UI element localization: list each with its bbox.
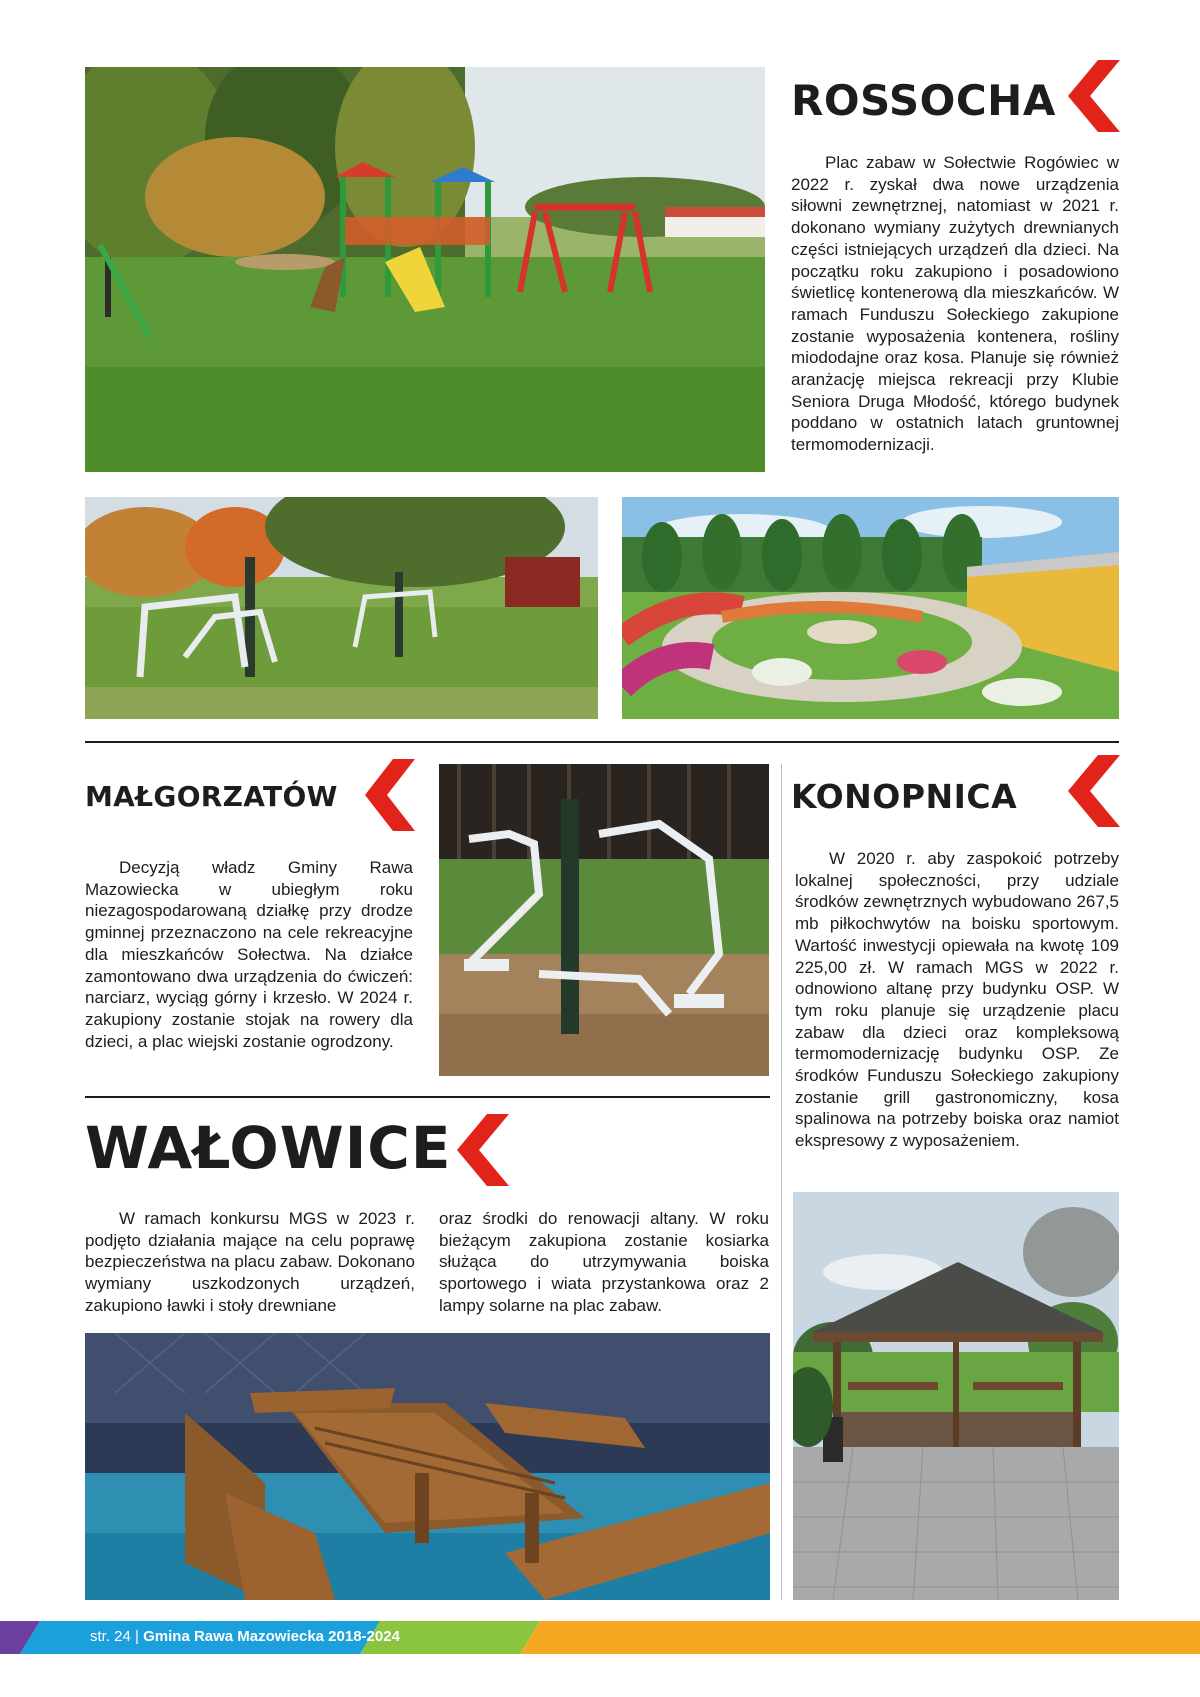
section-divider [85, 1096, 770, 1098]
senior-club-visualization [622, 497, 1119, 719]
section-text-walowice-col1: W ramach konkursu MGS w 2023 r. podjęto działania mające na celu poprawę bezpieczeństwa na placu zabaw. Dokonano wymiany uszkodzonych urządzeń, zakupiono ławki i stoły drewniane [85, 1209, 415, 1315]
chevron-left-icon [365, 759, 415, 831]
exercise-equipment-photo [439, 764, 769, 1076]
chevron-left-icon [457, 1114, 509, 1186]
footer-separator: | [135, 1628, 139, 1645]
outdoor-gym-photo [85, 497, 598, 719]
publication-title: Gmina Rawa Mazowiecka 2018-2024 [143, 1628, 400, 1645]
section-title-konopnica: KONOPNICA [791, 777, 1018, 816]
section-text-rossocha: Plac zabaw w Sołectwie Rogówiec w 2022 r. zyskał dwa nowe urządzenia siłowni zewnętrznej, natomiast w 2021 r. dokonano wymiany zużytych drewnianych części istniejących urządzeń dla dzieci. Na początku roku zakupiono i posadowiono świetlicę kontenerową dla mieszkańców. W ramach Funduszu Sołeckiego zakupione zostanie wyposażenia kontenera, rośliny miododajne oraz kosa. Planuje się również aranżację miejsca rekreacji przy Klubie Seniora Druga Młodość, którego budynek poddano w ostatnich latach gruntownej termomodernizacji. [791, 153, 1119, 455]
footer-label [90, 1628, 400, 1645]
section-title-walowice: WAŁOWICE [85, 1114, 452, 1182]
column-divider [781, 764, 782, 1600]
section-divider [85, 741, 1119, 743]
chevron-left-icon [1068, 60, 1120, 132]
playground-photo [85, 67, 765, 472]
section-title-malgorzatow: MAŁGORZATÓW [85, 780, 338, 813]
section-text-konopnica: W 2020 r. aby zaspokoić potrzeby lokalnej społeczności, przy udziale środków zewnętrznych wybudowano 267,5 mb piłkochwytów na boisku sportowym. Wartość inwestycji opiewała na kwotę 109 225,00 zł. W ramach MGS w 2022 r. odnowiono altanę przy budynku OSP. W tym roku planuje się urządzenie placu zabaw dla dzieci oraz kompleksową termomodernizację budynku OSP. Ze środków Funduszu Sołeckiego zakupiony zostanie grill gastronomiczny, kosa spalinowa na potrzeby boiska oraz namiot ekspresowy z wyposażeniem. [795, 849, 1119, 1151]
gazebo-photo [793, 1192, 1119, 1600]
section-text-walowice-col2: oraz środki do renowacji altany. W roku bieżącym zakupiona zostanie kosiarka służąca do utrzymywania boiska sportowego i wiata przystankowa oraz 2 lampy solarne na plac zabaw. [439, 1209, 769, 1315]
wooden-furniture-photo [85, 1333, 770, 1600]
chevron-left-icon [1068, 755, 1120, 827]
section-text-malgorzatow: Decyzją władz Gminy Rawa Mazowiecka w ubiegłym roku niezagospodarowaną działkę przy drodze gminnej przeznaczono na cele rekreacyjne dla mieszkańców Sołectwa. Na działce zamontowano dwa urządzenia do ćwiczeń: narciarz, wyciąg górny i krzesło. W 2024 r. zakupiony zostanie stojak na rowery dla dzieci, a plac wiejski zostanie ogrodzony. [85, 858, 413, 1051]
section-title-rossocha: ROSSOCHA [791, 76, 1056, 125]
page-number: str. 24 [90, 1628, 131, 1645]
